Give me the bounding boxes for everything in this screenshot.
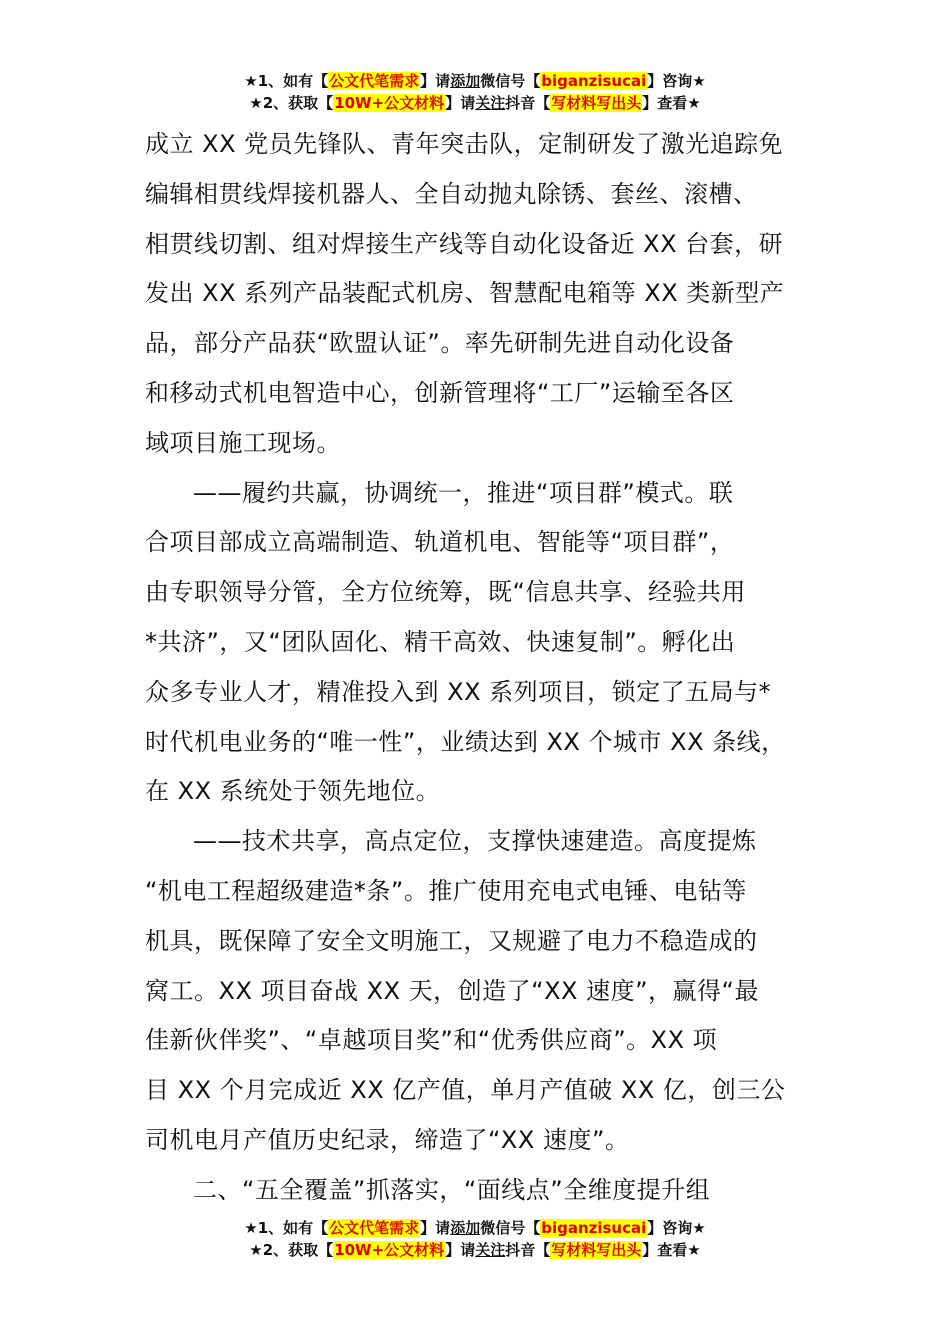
bottom-banner (0, 1217, 950, 1261)
body-line: 域项目施工现场。 (145, 428, 341, 457)
body-line: 相贯线切割、组对焊接生产线等自动化设备近 XX 台套，研 (145, 229, 784, 258)
banner-text: ★1、如有【 (244, 72, 329, 90)
body-line: “机电工程超级建造*条”。推广使用充电式电锤、电钻等 (145, 876, 747, 905)
paragraph-start: ——履约共赢，协调统一，推进“项目群”模式。联 (193, 478, 734, 507)
body-line: 发出 XX 系列产品装配式机房、智慧配电箱等 XX 类新型产 (145, 279, 785, 308)
banner-text-follow: 关注 (475, 1241, 506, 1259)
banner-text-add: 添加 (450, 72, 481, 90)
banner-line-2 (0, 92, 950, 114)
top-banner (0, 70, 950, 114)
banner-text: 微信号【 (480, 72, 541, 90)
banner-text: 】请 (445, 94, 476, 112)
section-heading: 二、“五全覆盖”抓落实，“面线点”全维度提升组 (193, 1175, 711, 1204)
highlight-materials: 10W+公文材料 (334, 1241, 445, 1259)
highlight-douyin-account: 写材料写出头 (551, 1241, 642, 1259)
banner-text: 】请 (420, 1219, 451, 1237)
banner-text: 】咨询★ (647, 72, 706, 90)
banner-text: 】请 (420, 72, 451, 90)
body-line: 编辑相贯线焊接机器人、全自动抛丸除锈、套丝、滚槽、 (145, 179, 758, 208)
body-line: 佳新伙伴奖”、“卓越项目奖”和“优秀供应商”。XX 项 (145, 1026, 718, 1055)
body-line: 成立 XX 党员先锋队、青年突击队，定制研发了激光追踪免 (145, 130, 784, 158)
body-line: 窝工。XX 项目奋战 XX 天，创造了“XX 速度”，赢得“最 (145, 976, 759, 1005)
banner-text: 】咨询★ (647, 1219, 706, 1237)
body-line: 目 XX 个月完成近 XX 亿产值，单月产值破 XX 亿，创三公 (145, 1076, 786, 1105)
body-line: 合项目部成立高端制造、轨道机电、智能等“项目群”， (145, 528, 735, 557)
document-body (145, 120, 835, 1216)
banner-text: ★2、获取【 (249, 1241, 334, 1259)
body-line: *共济”，又“团队固化、精干高效、快速复制”。孵化出 (145, 627, 736, 656)
paragraph-start: ——技术共享，高点定位，支撑快速建造。高度提炼 (193, 827, 757, 856)
body-line: 时代机电业务的“唯一性”，业绩达到 XX 个城市 XX 条线， (145, 727, 786, 756)
banner-line-1 (0, 70, 950, 92)
banner-text-follow: 关注 (475, 94, 506, 112)
banner-text: 】查看★ (642, 94, 701, 112)
banner-text: 】请 (445, 1241, 476, 1259)
body-line: 众多专业人才，精准投入到 XX 系列项目，锁定了五局与* (145, 677, 772, 706)
banner-line-2 (0, 1239, 950, 1261)
body-line: 和移动式机电智造中心，创新管理将“工厂”运输至各区 (145, 378, 735, 407)
highlight-wechat-id: biganzisucai (541, 1219, 647, 1237)
body-line: 司机电月产值历史纪录，缔造了“XX 速度”。 (145, 1125, 630, 1154)
banner-text: 抖音【 (505, 94, 551, 112)
banner-text: 】查看★ (642, 1241, 701, 1259)
banner-text: ★1、如有【 (244, 1219, 329, 1237)
highlight-writing-service: 公文代笔需求 (329, 72, 420, 90)
highlight-writing-service: 公文代笔需求 (329, 1219, 420, 1237)
banner-text: 微信号【 (480, 1219, 541, 1237)
banner-line-1 (0, 1217, 950, 1239)
banner-text: 抖音【 (505, 1241, 551, 1259)
body-line: 在 XX 系统处于领先地位。 (145, 777, 441, 806)
body-line: 由专职领导分管，全方位统筹，既“信息共享、经验共用 (145, 578, 746, 607)
banner-text-add: 添加 (450, 1219, 481, 1237)
highlight-douyin-account: 写材料写出头 (551, 94, 642, 112)
highlight-materials: 10W+公文材料 (334, 94, 445, 112)
highlight-wechat-id: biganzisucai (541, 72, 647, 90)
body-line: 品，部分产品获“欧盟认证”。率先研制先进自动化设备 (145, 329, 735, 358)
banner-text: ★2、获取【 (249, 94, 334, 112)
body-line: 机具，既保障了安全文明施工，又规避了电力不稳造成的 (145, 926, 758, 955)
